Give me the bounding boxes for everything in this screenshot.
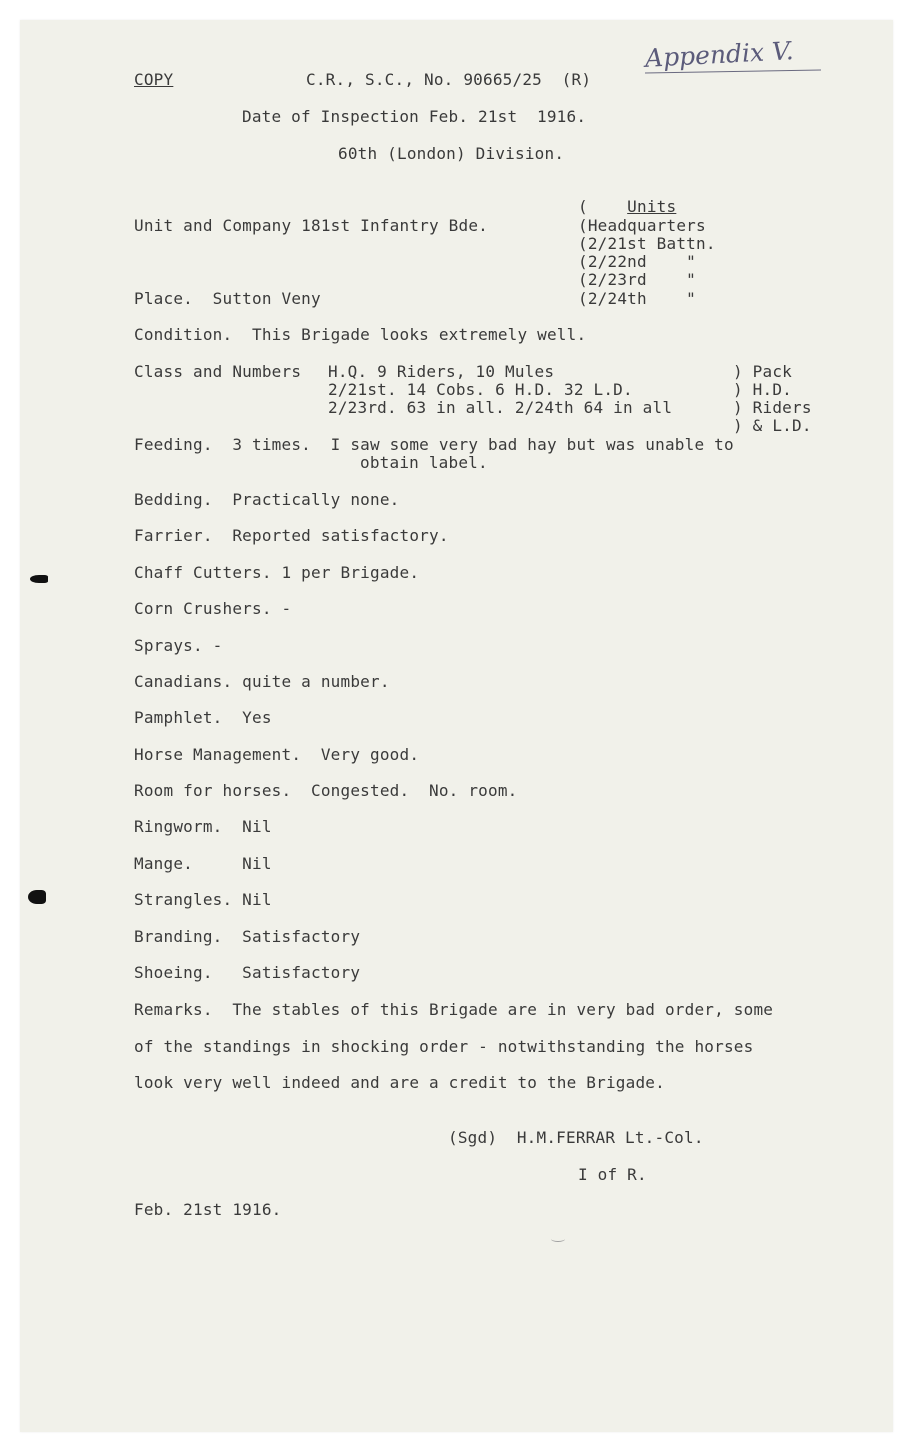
remarks-line-1: Remarks. The stables of this Brigade are in very bad order, some — [134, 1000, 774, 1019]
class-bracket-hd: ) H.D. — [733, 380, 792, 399]
corn-crushers-field: Corn Crushers. - — [134, 599, 292, 618]
pamphlet-field: Pamphlet. Yes — [134, 708, 272, 727]
feeding-field: Feeding. 3 times. I saw some very bad hay but was unable to — [134, 435, 734, 454]
unit-item-headquarters: (Headquarters — [578, 216, 706, 235]
class-bracket-riders: ) Riders — [733, 398, 812, 417]
handwritten-appendix-note: Appendix V. — [644, 36, 795, 73]
inspection-date: Date of Inspection Feb. 21st 1916. — [242, 107, 587, 126]
signature-title: I of R. — [578, 1165, 647, 1184]
unit-item-2-21st: (2/21st Battn. — [578, 234, 716, 253]
pencil-mark — [551, 1236, 565, 1242]
unit-and-company: Unit and Company 181st Infantry Bde. — [134, 216, 488, 235]
room-for-horses-field: Room for horses. Congested. No. room. — [134, 781, 518, 800]
branding-field: Branding. Satisfactory — [134, 927, 361, 946]
remarks-line-3: look very well indeed and are a credit to the Brigade. — [134, 1073, 665, 1092]
class-numbers-line-2: 2/21st. 14 Cobs. 6 H.D. 32 L.D. — [328, 380, 633, 399]
sprays-field: Sprays. - — [134, 636, 223, 655]
unit-item-2-22nd: (2/22nd " — [578, 252, 696, 271]
footer-date: Feb. 21st 1916. — [134, 1200, 282, 1219]
class-bracket-ld: ) & L.D. — [733, 416, 812, 435]
shoeing-field: Shoeing. Satisfactory — [134, 963, 361, 982]
mange-field: Mange. Nil — [134, 854, 272, 873]
farrier-field: Farrier. Reported satisfactory. — [134, 526, 449, 545]
class-numbers-line-3: 2/23rd. 63 in all. 2/24th 64 in all — [328, 398, 673, 417]
chaff-cutters-field: Chaff Cutters. 1 per Brigade. — [134, 563, 420, 582]
punch-hole-mark — [30, 575, 48, 583]
unit-item-2-23rd: (2/23rd " — [578, 270, 696, 289]
unit-item-2-24th: (2/24th " — [578, 289, 696, 308]
bedding-field: Bedding. Practically none. — [134, 490, 400, 509]
class-numbers-line-1: H.Q. 9 Riders, 10 Mules — [328, 362, 555, 381]
units-header-label: Units — [627, 197, 677, 216]
signature-line: (Sgd) H.M.FERRAR Lt.-Col. — [448, 1128, 704, 1147]
reference-number: C.R., S.C., No. 90665/25 (R) — [306, 70, 592, 89]
units-header: ( Units — [578, 197, 677, 216]
division-title: 60th (London) Division. — [338, 144, 565, 163]
condition-field: Condition. This Brigade looks extremely well. — [134, 325, 587, 344]
remarks-line-2: of the standings in shocking order - notwithstanding the horses — [134, 1037, 754, 1056]
ringworm-field: Ringworm. Nil — [134, 817, 272, 836]
feeding-field-continued: obtain label. — [360, 453, 488, 472]
punch-hole-mark — [28, 890, 46, 904]
horse-management-field: Horse Management. Very good. — [134, 745, 420, 764]
class-numbers-label: Class and Numbers — [134, 362, 302, 381]
copy-label: COPY — [134, 70, 174, 89]
class-bracket-pack: ) Pack — [733, 362, 792, 381]
strangles-field: Strangles. Nil — [134, 890, 272, 909]
place-field: Place. Sutton Veny — [134, 289, 321, 308]
canadians-field: Canadians. quite a number. — [134, 672, 390, 691]
